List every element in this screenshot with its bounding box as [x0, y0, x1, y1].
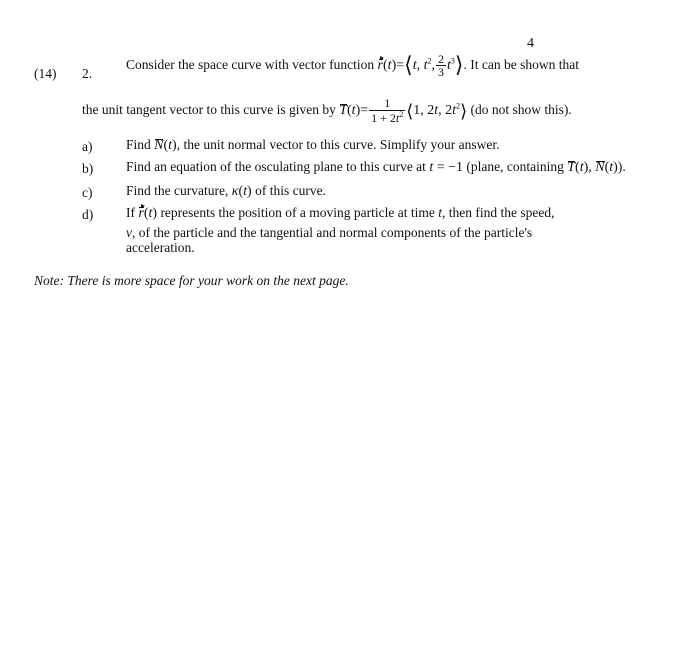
- tangent-normal-symbols: T(t), N(t): [567, 160, 618, 175]
- part-b-pre: Find an equation of the osculating plane to this curve at: [126, 159, 426, 174]
- part-d-post: , then find the speed,: [442, 205, 555, 220]
- problem-line-2: [82, 97, 572, 124]
- part-d-label: d): [82, 207, 94, 222]
- part-a-text: [126, 137, 500, 154]
- part-c-label: c): [82, 185, 93, 200]
- position-symbol: r(t): [138, 206, 158, 221]
- line2-suffix: (do not show this).: [470, 101, 572, 117]
- curvature-symbol: κ(t): [231, 184, 252, 199]
- part-a-label: a): [82, 139, 93, 154]
- problem-intro-line: [126, 52, 579, 79]
- speed-variable: v: [126, 225, 132, 240]
- part-d-pre: If: [126, 205, 135, 220]
- part-b-label: b): [82, 161, 94, 176]
- part-d-line-3: acceleration.: [126, 240, 195, 255]
- line2-prefix: the unit tangent vector to this curve is given by: [82, 101, 336, 117]
- problem-points: (14): [34, 66, 57, 81]
- intro-prefix: Consider the space curve with vector function: [126, 57, 375, 72]
- unit-normal-symbol: N(t): [154, 138, 177, 153]
- part-c-text: [126, 183, 326, 200]
- part-b-text: [126, 159, 626, 176]
- part-d-line-2: [126, 225, 532, 241]
- part-d-line-1: [126, 205, 555, 222]
- part-a-post: , the unit normal vector to this curve. Simplify your answer.: [176, 137, 500, 152]
- t-value: t = −1: [429, 160, 463, 175]
- unit-tangent-formula: T(t)= $\frac{1}{1 + 2t^2}$ ⟨1, 2t, $2t^2⟩$: [339, 96, 468, 125]
- part-c-post: of this curve.: [255, 183, 326, 198]
- part-d-mid: represents the position of a moving particle at time: [160, 205, 435, 220]
- page-number: 4: [527, 36, 534, 51]
- part-b-mid: (plane, containing: [466, 159, 564, 174]
- time-variable: t: [438, 205, 443, 220]
- intro-suffix: . It can be shown that: [463, 57, 579, 72]
- position-vector-formula: r(t)=⟨t, $t^2$, $\frac{2}{3}$ $t^3⟩$: [377, 51, 464, 80]
- part-d-line2: , of the particle and the tangential and normal components of the particle's: [132, 225, 533, 240]
- part-b-post: ).: [617, 159, 626, 174]
- note: Note: There is more space for your work on the next page.: [34, 273, 349, 288]
- part-a-pre: Find: [126, 137, 151, 152]
- problem-number: 2.: [82, 66, 93, 81]
- part-c-pre: Find the curvature,: [126, 183, 229, 198]
